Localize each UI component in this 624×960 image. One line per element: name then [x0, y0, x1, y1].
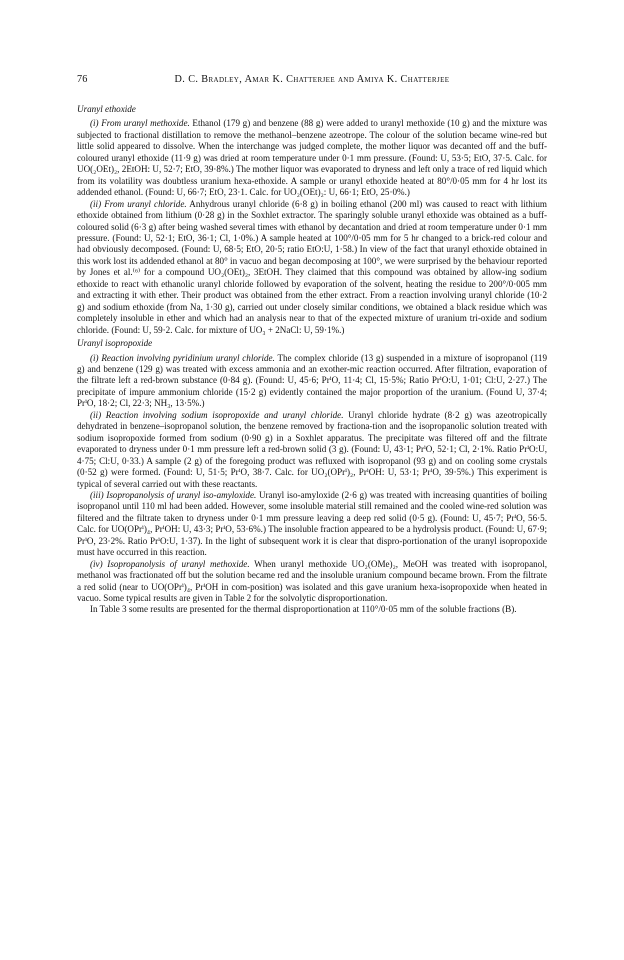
- paragraph: [77, 490, 547, 559]
- paragraph-lead: (ii) From uranyl chloride.: [90, 198, 187, 209]
- paragraph-text: Ethanol (179 g) and benzene (88 g) were added to uranyl methoxide (10 g) and the mixture was subjected to fractional distillation to remove the methanol–benzene azeotrope. The colour of the solution became wine-red but little solid appeared to dissolve. When the interchange was judged complete, the mother liquor was decanted off and the buff-coloured uranyl ethoxide (11·9 g) was dried at room temperature under 0·1 mm pressure. (Found: U, 53·5; EtO, 37·5. Calc. for UO(₂OEt)₂, 2EtOH: U, 52·7; EtO, 39·8%.) The mother liquor was evaporated to dryness and left only a trace of red liquid which from its volatility was doubtless uranium hexa-ethoxide. A sample or uranyl ethoxide heated at 80°/0·05 mm for 4 hr lost its addended ethanol. (Found: U, 66·7; EtO, 23·1. Calc. for UO₂(OEt)₂: U, 66·1; EtO, 25·0%.): [77, 118, 547, 198]
- paragraph-lead: (ii) Reaction involving sodium isopropoxide and uranyl chloride.: [90, 409, 344, 420]
- page-number: 76: [77, 74, 88, 85]
- paragraph-text: The complex chloride (13 g) suspended in a mixture of isopropanol (119 g) and benzene (129 g) was treated with excess ammonia and an exother-mic reaction occurred. After filtration, evaporation of the filtrate left a red-brown substance (0·84 g). (Found: U, 45·6; PrⁱO, 11·4; Cl, 15·5%; Ratio PrⁱO:U, 1·01; Cl:U, 2·27.) The precipitate of impure ammonium chloride (15·2 g) evidently contained the major proportion of the uranium. (Found U, 37·4; PrⁱO, 18·2; Cl, 22·3; NH₃, 13·5%.): [77, 352, 548, 409]
- paragraph-lead: (iv) Isopropanolysis of uranyl methoxide.: [90, 558, 250, 569]
- paragraph-text: In Table 3 some results are presented for the thermal disproportionation at 110°/0·05 mm of the soluble fractions (B).: [90, 604, 517, 615]
- section-heading: Uranyl ethoxide: [77, 104, 136, 114]
- paragraph-text: When uranyl methoxide UO₂(OMe)₂, MeOH was treated with isopropanol, methanol was fractionated off but the solution became red and the insoluble uranium compound became brown. From the filtrate a red solid (near to UO(OPrⁱ)₄, PrⁱOH in com-position) was isolated and this gave uranium hexa-isopropoxide when heated in vacuo. Some typical results are given in Table 2 for the solvolytic disproportionation.: [77, 558, 547, 604]
- paragraph-lead: (i) Reaction involving pyridinium uranyl chloride.: [90, 352, 275, 363]
- article-body: [77, 104, 547, 616]
- paragraph: [77, 118, 547, 198]
- paragraph: [77, 604, 547, 615]
- running-title: D. C. Bradley, Amar K. Chatterjee and Amiya K. Chatterjee: [174, 74, 450, 85]
- page-header: [77, 74, 547, 88]
- paragraph-lead: (iii) Isopropanolysis of uranyl iso-amyloxide.: [90, 489, 257, 500]
- section-heading: Uranyl isopropoxide: [77, 338, 153, 349]
- paragraph-text: Uranyl chloride hydrate (8·2 g) was azeotropically dehydrated in benzene–isopropanol solution, the benzene removed by fractiona-tion and the isopropanolic solution treated with sodium isopropoxide formed from sodium (0·90 g) in a Soxhlet apparatus. The precipitate was filtered off and the filtrate evaporated to dryness under 0·1 mm pressure left a red-brown solid (3 g). (Found: U, 43·1; PrⁱO, 52·1; Cl, 2·1%. Ratio PrⁱO:U, 4·75; Cl:U, 0·33.) A sample (2 g) of the foregoing product was refluxed with isopropanol (93 g) and on cooling some crystals (0·52 g) were formed. (Found: U, 51·5; PrⁱO, 38·7. Calc. for UO₂(OPrⁱ)₂, PrⁱOH: U, 53·1; PrⁱO, 39·5%.) This experiment is typical of several carried out with these reactants.: [77, 409, 547, 489]
- paragraph: [77, 353, 547, 410]
- paragraph: [77, 559, 547, 605]
- paragraph-text: Anhydrous uranyl chloride (6·8 g) in boiling ethanol (200 ml) was caused to react with lithium ethoxide obtained from lithium (0·28 g) in the Soxhlet extractor. The sparingly soluble uranyl ethoxide was obtained as a buff-coloured solid (6·3 g) after being washed several times with ethanol by decantation and dried at room temperature under 0·1 mm pressure. (Found: U, 52·1; EtO, 36·1; Cl, 1·0%.) A sample heated at 100°/0·05 mm for 5 hr changed to a brick-red colour and had obviously decomposed. (Found: U, 68·5; EtO, 20·5; ratio EtO:U, 1·58.) In view of the fact that uranyl ethoxide obtained in this work lost its addended ethanol at 80° in vacuo and began decomposing at 100°, we were surprised by the behaviour reported by Jones et al.⁽⁶⁾ for a compound UO₂(OEt)₂, 3EtOH. They claimed that this compound was obtained by allow-ing sodium ethoxide to react with ethanolic uranyl chloride followed by evaporation of the solvent, heating the residue to 200°/0·005 mm and extracting it with ether. Their product was obtained from the ether extract. From a reaction involving uranyl chloride (10·2 g) and sodium ethoxide (from Na, 1·30 g), carried out under closely similar conditions, we obtained a black residue which was completely insoluble in ether and which had an analysis near to that of the expected mixture of uranium tri-oxide and sodium chloride. (Found: U, 59·2. Calc. for mixture of UO₃ + 2NaCl: U, 59·1%.): [77, 198, 548, 335]
- paragraph-lead: (i) From uranyl methoxide.: [90, 118, 190, 129]
- paragraph: [77, 410, 547, 490]
- paragraph: [77, 199, 547, 336]
- paragraph-text: Uranyl iso-amyloxide (2·6 g) was treated with increasing quantities of boiling isopropanol until 110 ml had been added. However, some insoluble material still remained and the cooled wine-red solution was filtered and the filtrate taken to dryness under 0·1 mm pressure leaving a deep red solid (0·5 g). (Found: U, 45·7; PrⁱO, 56·5. Calc. for UO(OPrⁱ)₄, PrⁱOH: U, 43·3; PrⁱO, 53·6%.) The insoluble fraction appeared to be a hydrolysis product. (Found: U, 67·9; PrⁱO, 23·2%. Ratio PrⁱO:U, 1·37). In the light of subsequent work it is clear that dispro-portionation of the uranyl isopropoxide must have occurred in this reaction.: [77, 489, 547, 558]
